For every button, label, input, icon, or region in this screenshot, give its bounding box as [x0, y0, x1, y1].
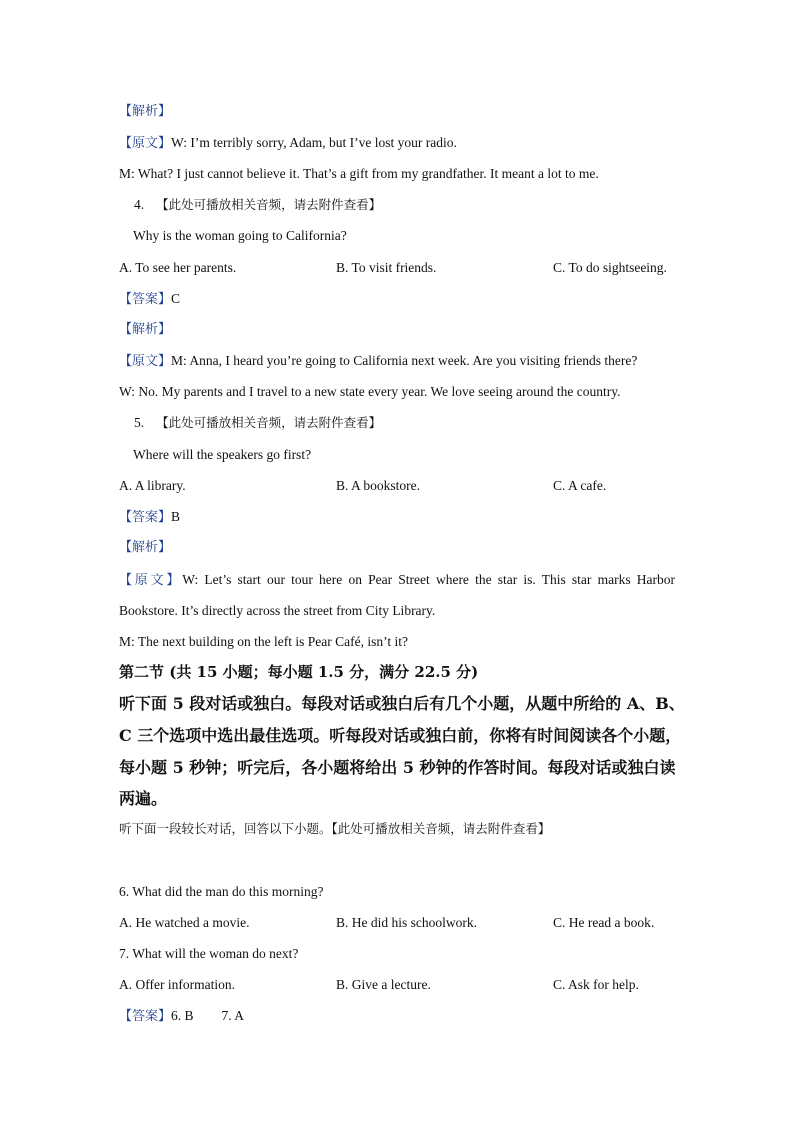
- q7-option-c: C. Ask for help.: [553, 977, 639, 992]
- answer-value: C: [171, 291, 181, 306]
- question-5-header: [134, 414, 381, 432]
- jiexi-label-1: 【解析】: [119, 104, 172, 119]
- q6-option-b: B. He did his schoolwork.: [336, 915, 477, 930]
- answer-value-6: 6. B: [171, 1008, 194, 1023]
- yuanwen-1: [119, 134, 457, 153]
- yuanwen-tag: 【原文】: [119, 573, 183, 588]
- yuanwen-text: W: Let’s start our tour here on Pear Street where the star is. This star marks Harbor: [182, 572, 675, 587]
- question-5-text: Where will the speakers go first?: [133, 447, 312, 462]
- q4-option-a: A. To see her parents.: [119, 260, 237, 275]
- answer-value-7: 7. A: [221, 1008, 245, 1023]
- yuanwen-tag: 【原文】: [119, 354, 172, 369]
- jiexi-label-5: 【解析】: [119, 540, 172, 555]
- section-2-title: 第二节 (共 15 小题；每小题 1.5 分，满分 22.5 分): [119, 663, 479, 681]
- q6-option-a: A. He watched a movie.: [119, 915, 250, 930]
- q5-number: 5.: [134, 415, 145, 430]
- dialog-line-m5: M: The next building on the left is Pear Café, isn’t it?: [119, 634, 408, 649]
- q6-option-c: C. He read a book.: [553, 915, 655, 930]
- instructions-line-1: 听下面 5 段对话或独白。每段对话或独白后有几个小题，从题中所给的 A、B、: [119, 694, 685, 713]
- question-4-header: [134, 196, 381, 214]
- answer-value: B: [171, 509, 181, 524]
- answer-tag: 【答案】: [119, 510, 172, 525]
- answer-6-7: [119, 1007, 244, 1026]
- yuanwen-5-continued: Bookstore. It’s directly across the street from City Library.: [119, 603, 436, 618]
- long-dialog-note: 听下面一段较长对话，回答以下小题。【此处可播放相关音频，请去附件查看】: [119, 821, 551, 836]
- instructions-line-3: 每小题 5 秒钟；听完后，各小题将给出 5 秒钟的作答时间。每段对话或独白读: [119, 758, 676, 777]
- q4-option-c: C. To do sightseeing.: [553, 260, 667, 275]
- yuanwen-text: M: Anna, I heard you’re going to California next week. Are you visiting friends there?: [171, 353, 638, 368]
- instructions-line-2: C 三个选项中选出最佳选项。听每段对话或独白前，你将有时间阅读各个小题，: [119, 726, 682, 745]
- dialog-line-w4: W: No. My parents and I travel to a new state every year. We love seeing around the country.: [119, 384, 621, 399]
- yuanwen-5: [119, 571, 675, 590]
- yuanwen-tag: 【原文】: [119, 136, 172, 151]
- q4-audio-note: 【此处可播放相关音频，请去附件查看】: [156, 197, 382, 212]
- q5-audio-note: 【此处可播放相关音频，请去附件查看】: [156, 415, 382, 430]
- answer-5: [119, 508, 180, 527]
- yuanwen-text: W: I’m terribly sorry, Adam, but I’ve lost your radio.: [171, 135, 457, 150]
- q5-option-a: A. A library.: [119, 478, 186, 493]
- question-6-text: 6. What did the man do this morning?: [119, 884, 324, 899]
- answer-tag: 【答案】: [119, 292, 172, 307]
- q4-number: 4.: [134, 197, 145, 212]
- dialog-line-m1: M: What? I just cannot believe it. That’s a gift from my grandfather. It meant a lot to me.: [119, 166, 599, 181]
- jiexi-label-4: 【解析】: [119, 322, 172, 337]
- instructions-line-4: 两遍。: [119, 789, 168, 808]
- question-7-text: 7. What will the woman do next?: [119, 946, 299, 961]
- answer-tag: 【答案】: [119, 1009, 172, 1024]
- question-4-text: Why is the woman going to California?: [133, 228, 347, 243]
- q7-option-a: A. Offer information.: [119, 977, 235, 992]
- yuanwen-4: [119, 352, 637, 371]
- answer-4: [119, 290, 180, 309]
- q7-option-b: B. Give a lecture.: [336, 977, 431, 992]
- q5-option-b: B. A bookstore.: [336, 478, 421, 493]
- q4-option-b: B. To visit friends.: [336, 260, 437, 275]
- q5-option-c: C. A cafe.: [553, 478, 607, 493]
